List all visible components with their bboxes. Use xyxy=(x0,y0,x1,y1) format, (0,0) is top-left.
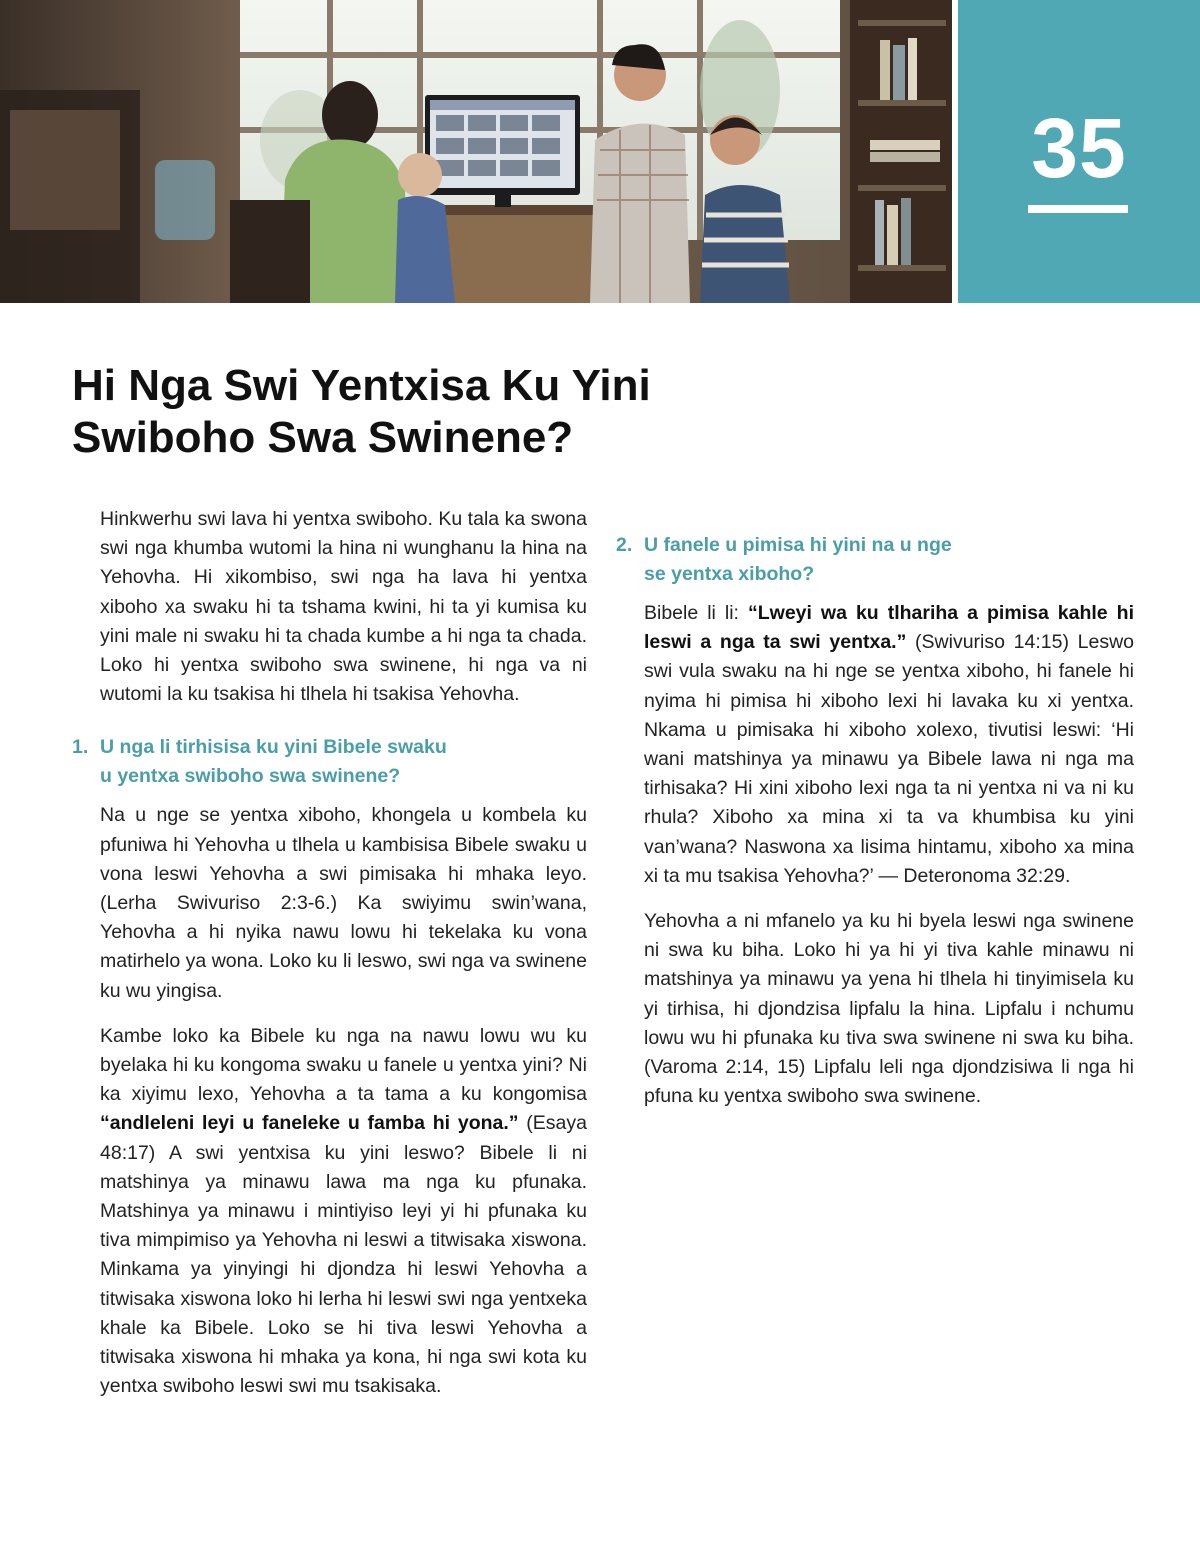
section-1-paragraph-2 xyxy=(100,1022,587,1402)
left-column xyxy=(72,505,587,1417)
question-1-line-2: u yentxa swiboho swa swinene? xyxy=(100,765,401,788)
section-1-paragraph-1: Na u nge se yentxa xiboho, khongela u kombela ku pfuniwa hi Yehovha u tlhela u kambisisa Bibele swaku u vona leswi Yehovha a swi pimisaka hi mhaka leyo. (Lerha Swivuriso 2:3-6.) Ka swiyimu swin’wana, Yehovha a hi nyika nawu lowu hi tekelaka ku vona matirhelo ya wona. Loko ku li leswo, swi nga va swinene ku wu yingisa. xyxy=(100,804,587,1002)
section-1-paragraph-2-text-b: (Esaya 48:17) A swi yentxisa ku yini leswo? Bibele li ni matshinya ya minawu lawa ma nga ku pfunaka. Matshinya ya minawu i mintiyiso leyi yi hi pfunaka ku tiva mimpimiso ya Yehovha ni leswi a titwisaka xiswona. Minkama ya yinyingi hi djondza hi leswi Yehovha a titwisaka xiswona loko hi lerha hi leswi swi nga yentxeka khale ka Bibele. Loko se hi tiva leswi Yehovha a titwisaka xiswona hi mhaka ya kona, hi nga swi kota ku yentxa swiboho leswi swi mu tsakisaka. xyxy=(100,1112,587,1398)
question-1-line-1: U nga li tirhisisa ku yini Bibele swaku xyxy=(100,736,447,759)
question-2 xyxy=(616,531,1134,589)
page-title-line-1: Hi Nga Swi Yentxisa Ku Yini xyxy=(72,361,651,410)
section-2-paragraph-1 xyxy=(644,599,1134,891)
section-2-paragraph-1-quote: “Lweyi wa ku tlhariha a pimisa kahle hi leswi a nga ta swi yentxa.” xyxy=(644,602,1134,654)
section-2-paragraph-1-text-a: Bibele li li: xyxy=(644,602,748,624)
question-1-number: 1. xyxy=(72,736,89,759)
question-2-line-1: U fanele u pimisa hi yini na u nge xyxy=(644,534,952,556)
question-2-line-2: se yentxa xiboho? xyxy=(644,563,815,585)
page-title xyxy=(72,360,932,464)
header-photo xyxy=(0,0,952,303)
lesson-number: 35 xyxy=(1031,101,1127,195)
right-column xyxy=(616,505,1134,1127)
question-1 xyxy=(72,733,587,791)
lesson-number-block xyxy=(958,0,1200,303)
section-2-paragraph-2: Yehovha a ni mfanelo ya ku hi byela leswi nga swinene ni swa ku biha. Loko hi ya hi yi tiva kahle minawu ni matshinya ya minawu ya yena hi tlhela hi tinyimisela ku yi tirhisa, hi djondzisa lipfalu la hina. Lipfalu i nchumu lowu wu hi pfunaka ku tiva swa swinene ni swa ku biha. (Varoma 2:14, 15) Lipfalu leli nga djondzisiwa li nga hi pfuna ku yentxa swiboho swa swinene. xyxy=(644,910,1134,1108)
section-2-paragraph-1-text-b: (Swivuriso 14:15) Leswo swi vula swaku na hi nge se yentxa xiboho, hi fanele hi nyima hi pimisa hi xiboho lexi hi lavaka ku xi yentxa. Nkama u pimisaka hi xiboho xolexo, tivutisi leswi: ‘Hi wani matshinya ya minawu ya Bibele lawa ni nga ma tirhisaka? Hi xini xiboho lexi nga ta ni yentxa ni va ni ku rhula? Xiboho xa mina xi ta va khumbisa ku yini van’wana? Naswona xa lisima hintamu, xiboho xa mina xi ta mu tsakisa Yehovha?’ — Deteronoma 32:29. xyxy=(644,631,1134,887)
page-title-line-2: Swiboho Swa Swinene? xyxy=(72,413,574,462)
section-1-paragraph-2-text-a: Kambe loko ka Bibele ku nga na nawu lowu wu ku byelaka hi ku kongoma swaku u fanele u yentxa yini? Ni ka xiyimu lexo, Yehovha a ta tama a ku kongomisa xyxy=(100,1024,587,1106)
question-2-number: 2. xyxy=(616,534,633,556)
intro-paragraph: Hinkwerhu swi lava hi yentxa swiboho. Ku tala ka swona swi nga khumba wutomi la hina ni wunghanu la hina na Yehovha. Hi xikombiso, swi nga ha lava hi yentxa xiboho xa swaku hi ta tshama kwini, hi ta yi kumisa ku yini male ni swaku hi ta chada kumbe a hi nga ta chada. Loko hi yentxa swiboho swa swinene, hi nga va ni wutomi la ku tsakisa hi tlhela hi tsakisa Yehovha. xyxy=(100,508,587,706)
lesson-number-underline xyxy=(1028,205,1128,213)
section-1-paragraph-2-quote: “andleleni leyi u faneleke u famba hi yona.” xyxy=(100,1112,519,1135)
